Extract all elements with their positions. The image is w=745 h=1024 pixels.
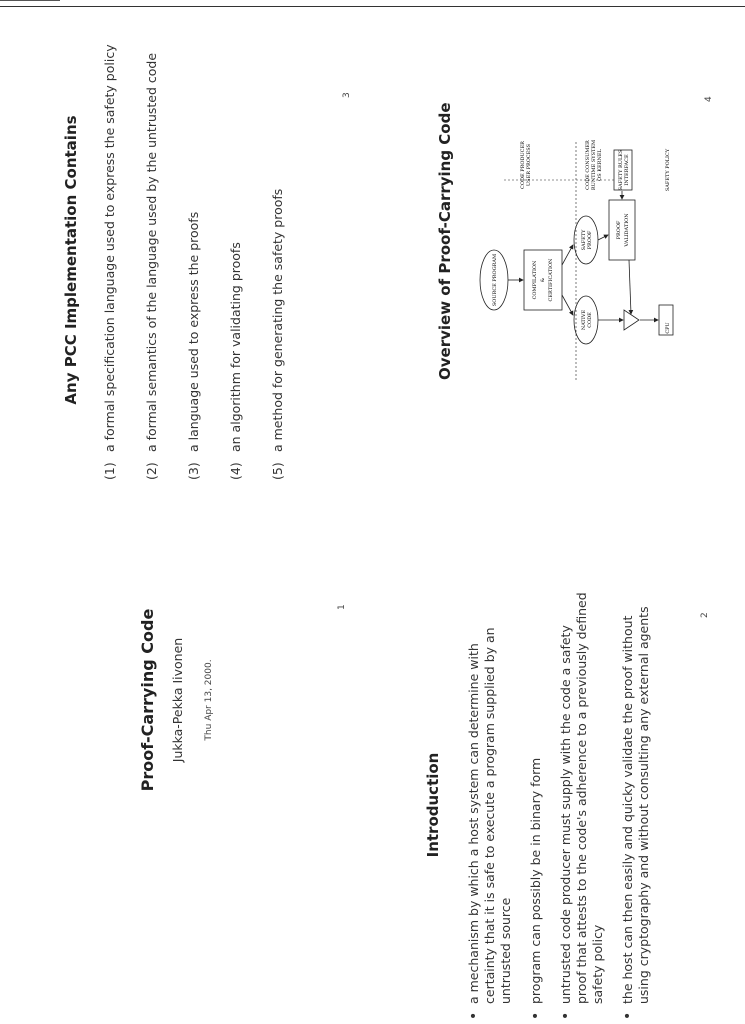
slide-4-page-number: 4	[704, 96, 714, 102]
safety-rules-label-1: SAFETY RULES	[618, 149, 624, 191]
list-item	[144, 40, 160, 480]
proof-validation-label-2: VALIDATION	[624, 213, 630, 247]
item-text: a language used to express the proofs	[186, 211, 201, 452]
compilation-label: COMPILATION	[532, 260, 538, 300]
item-number: (1)	[102, 462, 117, 480]
list-item: • the host can then easily and quicky validate the proof without using cryptography and without consulting any external agents	[620, 590, 652, 1020]
item-text: a formal specification language used to express the safety policy	[102, 44, 117, 452]
slide-2-page-number: 2	[700, 612, 710, 618]
safety-proof-label-1: SAFETY	[581, 229, 587, 251]
top-rule-short	[0, 0, 60, 1]
slide-3-title: Any PCC Implementation Contains	[62, 115, 80, 405]
slide-2-bullet-list	[466, 590, 666, 1020]
consumer-label-3: OS KERNEL	[597, 149, 603, 181]
item-number: (3)	[186, 462, 201, 480]
safety-policy-label: SAFETY POLICY	[665, 148, 671, 192]
slide-3-numbered-list	[102, 40, 312, 480]
item-text: a formal semantics of the language used by the untrusted code	[144, 52, 159, 452]
slide-1	[120, 550, 290, 850]
item-number: (4)	[228, 462, 243, 480]
item-text: a method for generating the safety proofs	[270, 188, 285, 452]
producer-label-1: CODE PRODUCER	[520, 141, 526, 189]
pcc-overview-diagram	[464, 140, 684, 380]
slide-4-title: Overview of Proof-Carrying Code	[436, 102, 454, 380]
certification-label: CERTIFICATION	[548, 258, 554, 302]
slide-3-page-number: 3	[342, 92, 352, 98]
source-program-label: SOURCE PROGRAM	[492, 253, 498, 307]
slide-1-date: Thu Apr 13, 2000.	[204, 659, 214, 741]
list-item: • a mechanism by which a host system can determine with certainty that it is safe to execute a program supplied by an untrusted source	[466, 590, 514, 1020]
item-text: an algorithm for validating proofs	[228, 242, 243, 452]
top-rule	[0, 6, 745, 7]
safety-rules-label-2: INTERFACE	[624, 154, 630, 186]
slide-4	[436, 102, 696, 380]
producer-label-2: USER PROCESS	[526, 143, 532, 187]
slide-2	[424, 590, 659, 1020]
list-item: • program can possibly be in binary form	[528, 590, 544, 1020]
consumer-label-2: RUNTIME SYSTEM	[591, 140, 597, 191]
safety-proof-label-2: PROOF	[587, 230, 593, 250]
native-code-label-1: NATIVE	[581, 309, 587, 331]
item-number: (5)	[270, 462, 285, 480]
item-number: (2)	[144, 462, 159, 480]
consumer-label-1: CODE CONSUMER	[585, 140, 591, 190]
list-item	[186, 40, 202, 480]
list-item	[270, 40, 286, 480]
switch-node	[624, 310, 639, 330]
slide-1-title: Proof-Carrying Code	[138, 608, 157, 792]
compilation-amp: &	[540, 277, 546, 283]
slide-2-title: Introduction	[424, 752, 442, 858]
proof-validation-node	[609, 200, 635, 260]
proof-validation-label-1: PROOF	[616, 220, 622, 240]
slide-1-page-number: 1	[337, 604, 347, 610]
slide-1-author: Jukka-Pekka Iivonen	[170, 637, 185, 763]
native-code-label-2: CODE	[587, 312, 593, 328]
cpu-label: CPU	[665, 322, 671, 334]
list-item: • untrusted code producer must supply with the code a safety proof that attests to the code's adherence to a previously defined safety policy	[558, 590, 606, 1020]
slide-3	[62, 40, 352, 480]
list-item	[228, 40, 244, 480]
list-item	[102, 40, 118, 480]
